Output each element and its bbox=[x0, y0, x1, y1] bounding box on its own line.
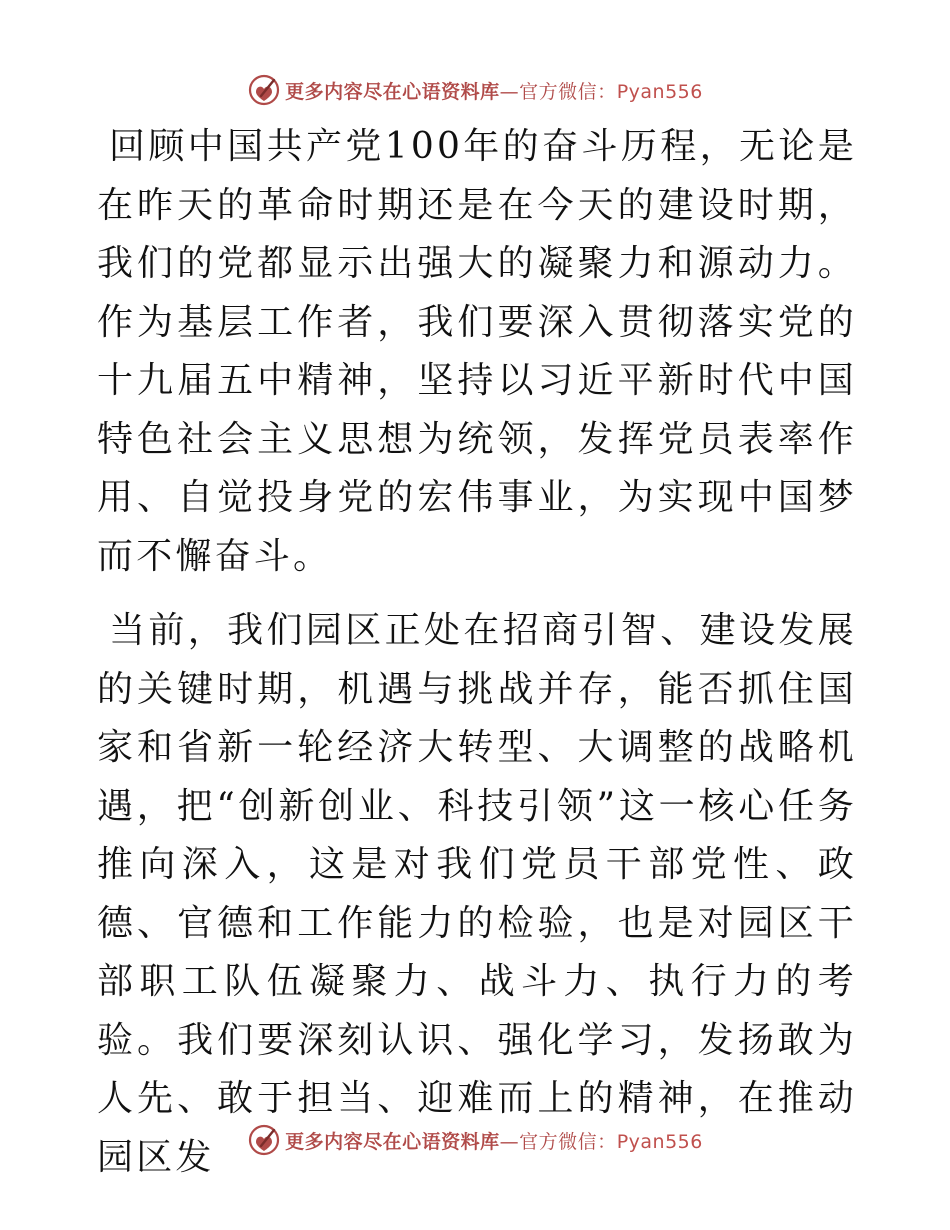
watermark-site-name: 更多内容尽在心语资料库 bbox=[285, 80, 500, 103]
watermark-wechat-id: Pyan556 bbox=[616, 1130, 703, 1153]
footer-watermark bbox=[0, 1120, 950, 1160]
watermark-wechat-id: Pyan556 bbox=[616, 80, 703, 103]
header-watermark bbox=[0, 70, 950, 110]
watermark-wechat-label: 官方微信： bbox=[519, 1130, 617, 1153]
watermark-separator: — bbox=[499, 80, 520, 103]
watermark-site-name: 更多内容尽在心语资料库 bbox=[285, 1130, 500, 1153]
watermark-text bbox=[285, 1127, 703, 1154]
watermark-text bbox=[285, 77, 703, 104]
heart-pen-logo-icon bbox=[247, 1123, 281, 1157]
paragraph-2: 当前，我们园区正处在招商引智、建设发展的关键时期，机遇与挑战并存，能否抓住国家和省新一轮经济大转型、大调整的战略机遇，把“创新创业、科技引领”这一核心任务推向深入，这是对我们党员干部党性、政德、官德和工作能力的检验，也是对园区干部职工队伍凝聚力、战斗力、执行力的考验。我们要深刻认识、强化学习，发扬敢为人先、敢于担当、迎难而上的精神，在推动园区发 bbox=[97, 610, 857, 1178]
watermark-wechat-label: 官方微信： bbox=[519, 80, 617, 103]
watermark-separator: — bbox=[499, 1130, 520, 1153]
heart-pen-logo-icon bbox=[247, 73, 281, 107]
document-body bbox=[97, 118, 857, 1187]
paragraph-1: 回顾中国共产党100年的奋斗历程，无论是在昨天的革命时期还是在今天的建设时期，我们的党都显示出强大的凝聚力和源动力。作为基层工作者，我们要深入贯彻落实党的十九届五中精神，坚持以习近平新时代中国特色社会主义思想为统领，发挥党员表率作用、自觉投身党的宏伟事业，为实现中国梦而不懈奋斗。 bbox=[97, 126, 857, 577]
